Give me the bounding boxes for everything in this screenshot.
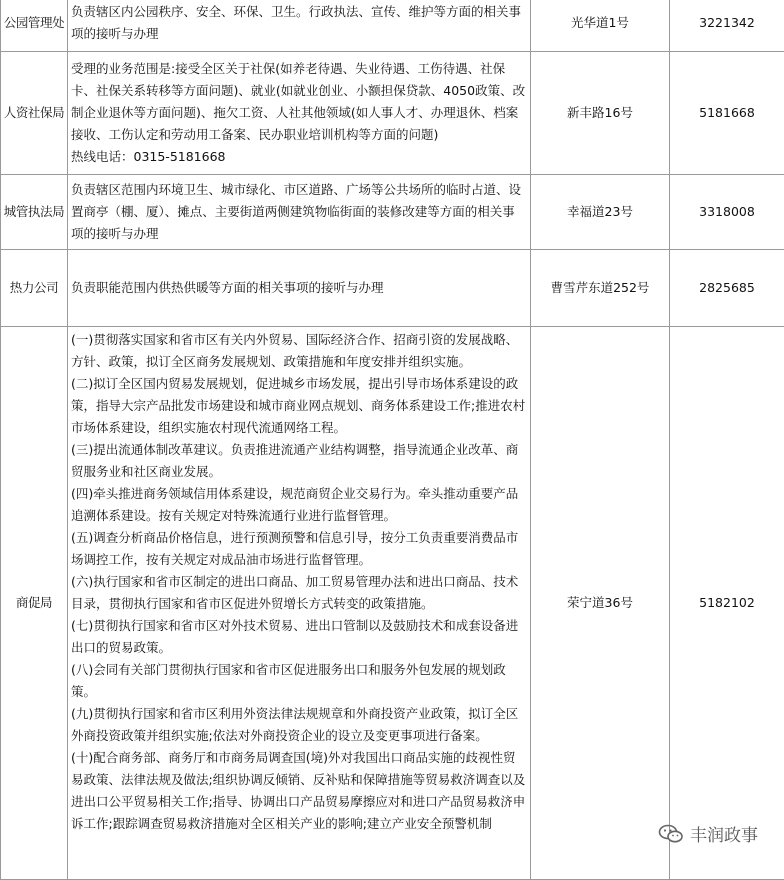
- duty-paragraph: (七)贯彻执行国家和省市区对外技术贸易、进出口管制以及鼓励技术和成套设备进出口的贸易政策。: [71, 615, 527, 659]
- duty-paragraph: 负责辖区内公园秩序、安全、环保、卫生。行政执法、宣传、维护等方面的相关事项的接听与办理: [71, 1, 527, 45]
- duty-paragraph: 热线电话：0315-5181668: [71, 146, 527, 168]
- department-cell: 公园管理处: [1, 0, 68, 52]
- wechat-icon: [658, 824, 684, 844]
- department-cell: 城管执法局: [1, 175, 68, 250]
- phone-cell: 2825685: [670, 250, 784, 327]
- phone-cell: 3221342: [670, 0, 784, 52]
- duty-cell: [68, 0, 531, 52]
- phone-cell: 5181668: [670, 52, 784, 175]
- wechat-watermark: [658, 821, 758, 846]
- duty-paragraph: (十)配合商务部、商务厅和市商务局调查国(境)外对我国出口商品实施的歧视性贸易政策、法律法规及做法;组织协调反倾销、反补贴和保障措施等贸易救济调查以及进出口公平贸易相关工作;指导、协调出口产品贸易摩擦应对和进口产品贸易救济申诉工作;跟踪调查贸易救济措施对全区相关产业的影响;建立产业安全预警机制: [71, 747, 527, 835]
- phone-cell: 3318008: [670, 175, 784, 250]
- duty-paragraph: (六)执行国家和省市区制定的进出口商品、加工贸易管理办法和进出口商品、技术目录，贯彻执行国家和省市区促进外贸增长方式转变的政策措施。: [71, 571, 527, 615]
- department-cell: 商促局: [1, 327, 68, 880]
- table-row: [1, 175, 784, 250]
- duty-paragraph: (五)调查分析商品价格信息，进行预测预警和信息引导，按分工负责重要消费品市场调控工作，按有关规定对成品油市场进行监督管理。: [71, 527, 527, 571]
- duty-cell: [68, 175, 531, 250]
- department-cell: 人资社保局: [1, 52, 68, 175]
- duty-paragraph: 受理的业务范围是:接受全区关于社保(如养老待遇、失业待遇、工伤待遇、社保卡、社保关系转移等方面问题)、就业(如就业创业、小额担保贷款、4050政策、改制企业退休等方面问题)、拖欠工资、人社其他领域(如人事人才、办理退休、档案接收、工伤认定和劳动用工备案、民办职业培训机构等方面的问题): [71, 58, 527, 146]
- phone-cell: 5182102: [670, 327, 784, 880]
- service-table-body: [1, 0, 784, 880]
- duty-paragraph: (四)牵头推进商务领域信用体系建设，规范商贸企业交易行为。牵头推动重要产品追溯体系建设。按有关规定对特殊流通行业进行监督管理。: [71, 483, 527, 527]
- duty-paragraph: (二)拟订全区国内贸易发展规划，促进城乡市场发展，提出引导市场体系建设的政策，指导大宗产品批发市场建设和城市商业网点规划、商务体系建设工作;推进农村市场体系建设，组织实施农村现代流通网络工程。: [71, 373, 527, 439]
- duty-cell: [68, 327, 531, 880]
- address-cell: 幸福道23号: [531, 175, 670, 250]
- table-row: [1, 250, 784, 327]
- duty-cell: [68, 52, 531, 175]
- table-row: [1, 52, 784, 175]
- duty-paragraph: 负责职能范围内供热供暖等方面的相关事项的接听与办理: [71, 277, 527, 299]
- address-cell: 荣宁道36号: [531, 327, 670, 880]
- address-cell: 曹雪芹东道252号: [531, 250, 670, 327]
- table-row: [1, 0, 784, 52]
- duty-paragraph: (八)会同有关部门贯彻执行国家和省市区促进服务出口和服务外包发展的规划政策。: [71, 659, 527, 703]
- duty-paragraph: (九)贯彻执行国家和省市区利用外资法律法规规章和外商投资产业政策，拟订全区外商投资政策并组织实施;依法对外商投资企业的设立及变更事项进行备案。: [71, 703, 527, 747]
- duty-paragraph: (三)提出流通体制改革建议。负责推进流通产业结构调整，指导流通企业改革、商贸服务业和社区商业发展。: [71, 439, 527, 483]
- watermark-text: 丰润政事: [690, 821, 758, 846]
- address-cell: 新丰路16号: [531, 52, 670, 175]
- duty-paragraph: 负责辖区范围内环境卫生、城市绿化、市区道路、广场等公共场所的临时占道、设置商亭（棚、厦）、摊点、主要街道两侧建筑物临街面的装修改建等方面的相关事项的接听与办理: [71, 179, 527, 245]
- department-cell: 热力公司: [1, 250, 68, 327]
- duty-paragraph: (一)贯彻落实国家和省市区有关内外贸易、国际经济合作、招商引资的发展战略、方针、政策，拟订全区商务发展规划、政策措施和年度安排并组织实施。: [71, 329, 527, 373]
- table-row: [1, 327, 784, 880]
- address-cell: 光华道1号: [531, 0, 670, 52]
- duty-cell: [68, 250, 531, 327]
